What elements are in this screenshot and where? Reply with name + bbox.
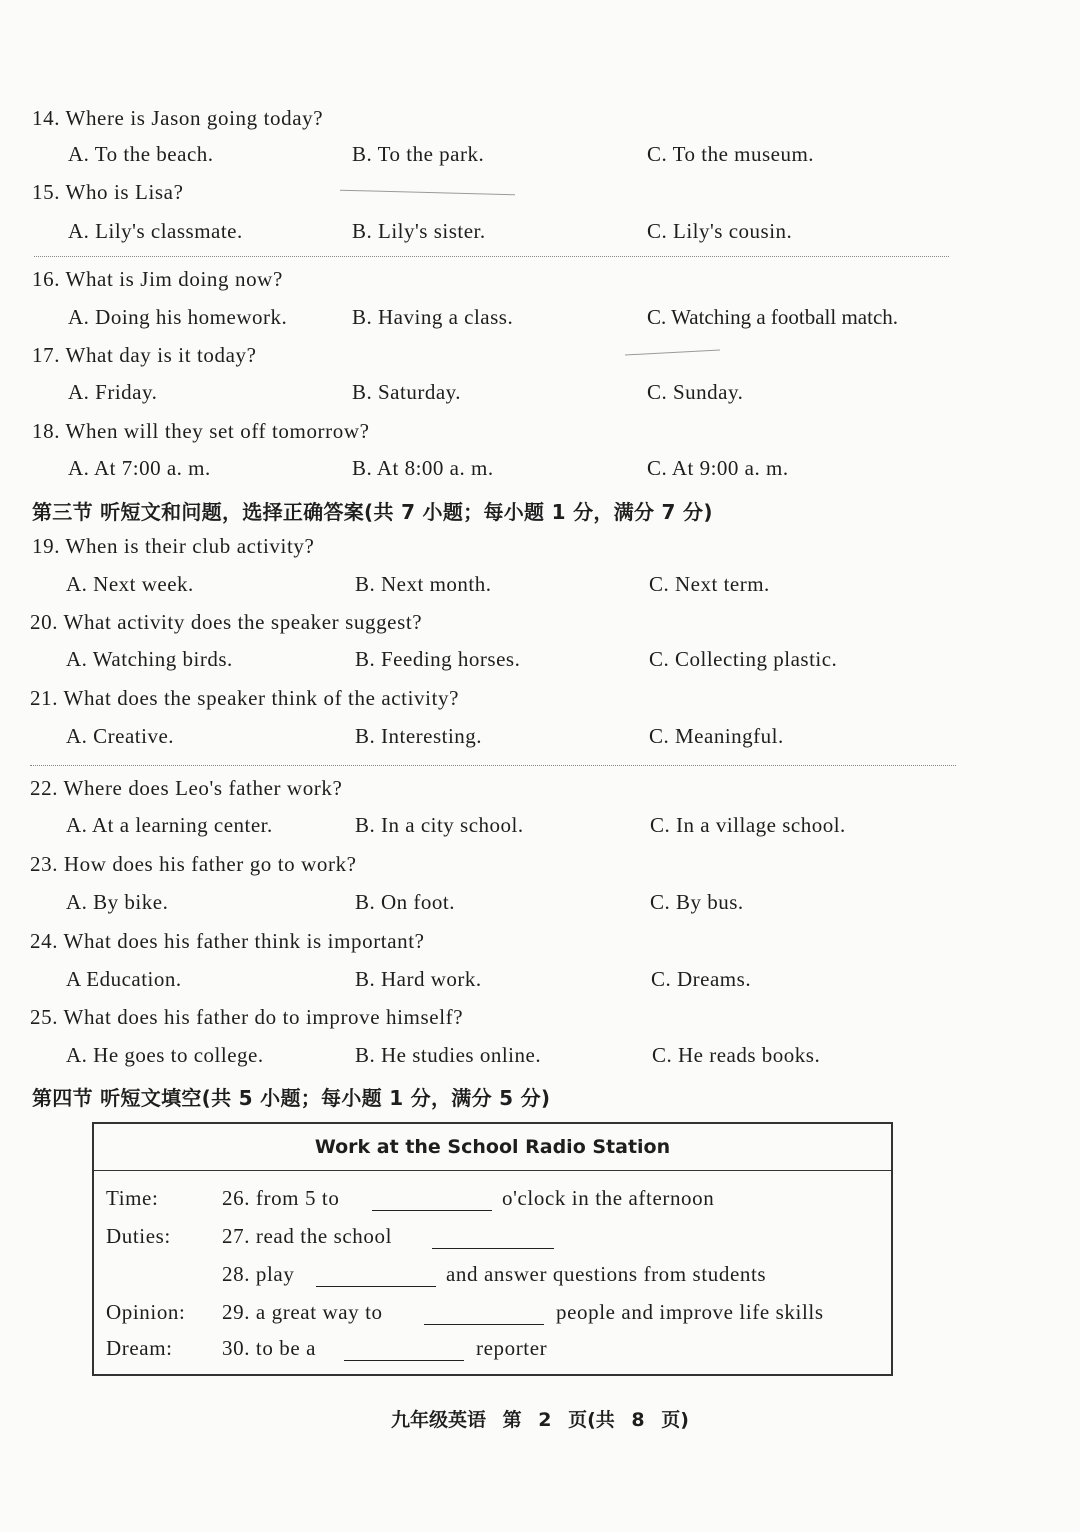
- question-21-stem: 21. What does the speaker think of the activity?: [30, 686, 460, 710]
- option-b: B. Having a class.: [352, 305, 514, 329]
- answer-blank-28[interactable]: [316, 1262, 436, 1287]
- option-c: C. Lily's cousin.: [647, 219, 793, 243]
- option-c: C. Next term.: [649, 572, 770, 596]
- table-title: Work at the School Radio Station: [94, 1124, 891, 1171]
- option-c: C. Sunday.: [647, 380, 744, 404]
- row-label: Time:: [106, 1186, 159, 1210]
- row-after-text: o'clock in the afternoon: [502, 1186, 715, 1210]
- section-3-title: 第三节 听短文和问题，选择正确答案(共 7 小题；每小题 1 分，满分 7 分): [32, 500, 713, 524]
- fill-in-table: [92, 1122, 893, 1376]
- question-19-stem: 19. When is their club activity?: [32, 534, 315, 558]
- option-b: B. At 8:00 a. m.: [352, 456, 494, 480]
- option-a: A. Next week.: [66, 572, 194, 596]
- answer-blank-30[interactable]: [344, 1336, 464, 1361]
- option-c: C. He reads books.: [652, 1043, 821, 1067]
- section-4-title: 第四节 听短文填空(共 5 小题；每小题 1 分，满分 5 分): [32, 1086, 551, 1110]
- pen-mark: [340, 190, 515, 196]
- option-a: A. At 7:00 a. m.: [68, 456, 211, 480]
- option-b: B. Next month.: [355, 572, 492, 596]
- option-a: A. Friday.: [68, 380, 158, 404]
- fold-dotted-line: [30, 765, 956, 766]
- row-label: Dream:: [106, 1336, 173, 1360]
- pen-mark: [625, 350, 720, 356]
- option-a: A. Lily's classmate.: [68, 219, 243, 243]
- question-24-stem: 24. What does his father think is important?: [30, 929, 425, 953]
- question-20-stem: 20. What activity does the speaker suggest?: [30, 610, 423, 634]
- question-16-stem: 16. What is Jim doing now?: [32, 267, 283, 291]
- fold-dotted-line: [34, 256, 949, 257]
- row-prompt: 28. play: [222, 1262, 295, 1286]
- option-c: C. By bus.: [650, 890, 744, 914]
- row-after-text: reporter: [476, 1336, 548, 1360]
- row-prompt: 26. from 5 to: [222, 1186, 340, 1210]
- option-b: B. Saturday.: [352, 380, 462, 404]
- option-b: B. In a city school.: [355, 813, 524, 837]
- option-c: C. Watching a football match.: [647, 305, 899, 329]
- option-c: C. To the museum.: [647, 142, 815, 166]
- option-b: B. On foot.: [355, 890, 455, 914]
- row-after-text: people and improve life skills: [556, 1300, 824, 1324]
- option-a: A. He goes to college.: [66, 1043, 264, 1067]
- question-15-stem: 15. Who is Lisa?: [32, 180, 184, 204]
- option-a: A. By bike.: [66, 890, 169, 914]
- option-c: C. In a village school.: [650, 813, 846, 837]
- answer-blank-29[interactable]: [424, 1300, 544, 1325]
- option-a: A. To the beach.: [68, 142, 214, 166]
- option-a: A Education.: [66, 967, 182, 991]
- option-b: B. To the park.: [352, 142, 485, 166]
- option-b: B. Interesting.: [355, 724, 483, 748]
- row-prompt: 30. to be a: [222, 1336, 317, 1360]
- row-after-text: and answer questions from students: [446, 1262, 767, 1286]
- option-c: C. Meaningful.: [649, 724, 784, 748]
- option-c: C. Dreams.: [651, 967, 752, 991]
- page-footer: 九年级英语 第 2 页(共 8 页): [391, 1409, 689, 1431]
- question-25-stem: 25. What does his father do to improve himself?: [30, 1005, 464, 1029]
- row-label: Opinion:: [106, 1300, 186, 1324]
- option-a: A. Doing his homework.: [68, 305, 288, 329]
- option-a: A. Creative.: [66, 724, 175, 748]
- question-22-stem: 22. Where does Leo's father work?: [30, 776, 343, 800]
- row-prompt: 27. read the school: [222, 1224, 393, 1248]
- option-b: B. Hard work.: [355, 967, 482, 991]
- option-b: B. Feeding horses.: [355, 647, 521, 671]
- option-c: C. Collecting plastic.: [649, 647, 838, 671]
- question-17-stem: 17. What day is it today?: [32, 343, 257, 367]
- question-14-stem: 14. Where is Jason going today?: [32, 106, 324, 130]
- question-18-stem: 18. When will they set off tomorrow?: [32, 419, 370, 443]
- option-b: B. He studies online.: [355, 1043, 542, 1067]
- option-b: B. Lily's sister.: [352, 219, 486, 243]
- row-label: Duties:: [106, 1224, 171, 1248]
- option-a: A. Watching birds.: [66, 647, 233, 671]
- option-a: A. At a learning center.: [66, 813, 273, 837]
- answer-blank-27[interactable]: [432, 1224, 554, 1249]
- option-c: C. At 9:00 a. m.: [647, 456, 789, 480]
- answer-blank-26[interactable]: [372, 1186, 492, 1211]
- question-23-stem: 23. How does his father go to work?: [30, 852, 357, 876]
- row-prompt: 29. a great way to: [222, 1300, 383, 1324]
